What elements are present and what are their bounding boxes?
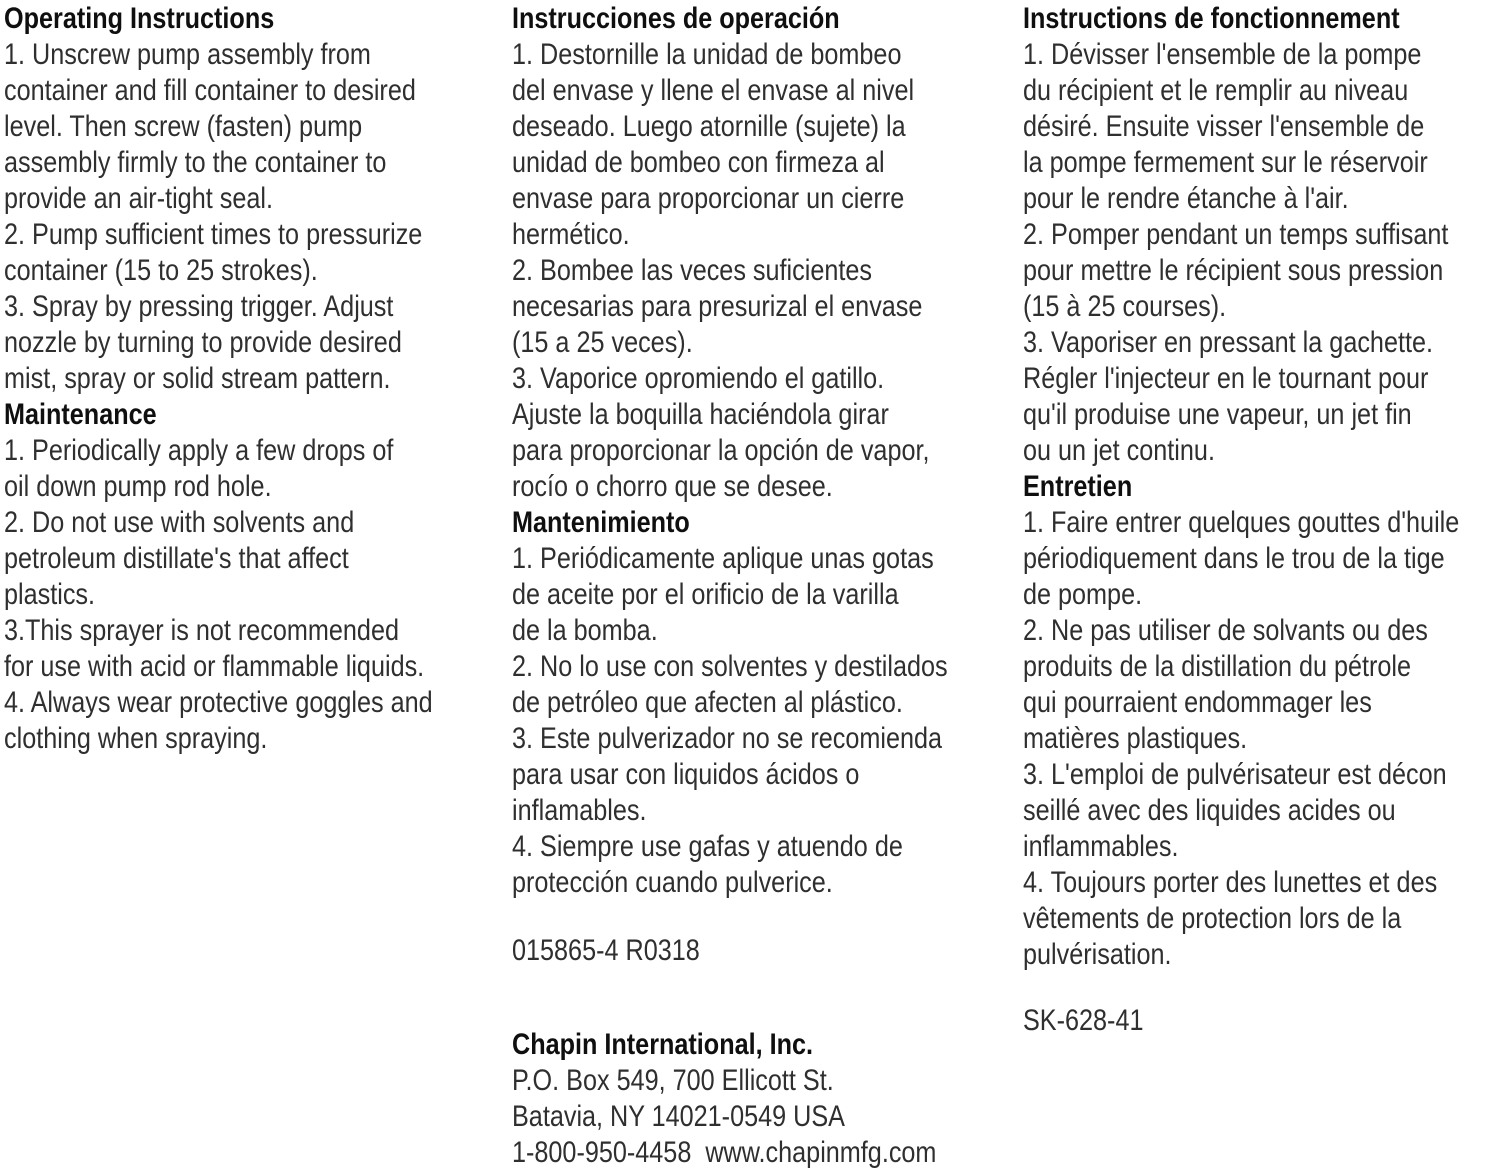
text-line: provide an air-tight seal. bbox=[4, 182, 273, 215]
text-line: (15 a 25 veces). bbox=[512, 326, 693, 359]
text-line: del envase y llene el envase al nivel bbox=[512, 74, 915, 107]
address-line: Batavia, NY 14021-0549 USA bbox=[512, 1100, 845, 1133]
model-number: SK-628-41 bbox=[1023, 1004, 1144, 1037]
text-line: 4. Siempre use gafas y atuendo de bbox=[512, 830, 903, 863]
text-line: unidad de bombeo con firmeza al bbox=[512, 146, 885, 179]
text-line: périodiquement dans le trou de la tige bbox=[1023, 542, 1445, 575]
text-line: necesarias para presurizal el envase bbox=[512, 290, 923, 323]
text-line: nozzle by turning to provide desired bbox=[4, 326, 402, 359]
text-line: mist, spray or solid stream pattern. bbox=[4, 362, 391, 395]
text-line: 1. Periódicamente aplique unas gotas bbox=[512, 542, 934, 575]
text-line: 4. Always wear protective goggles and bbox=[4, 686, 433, 719]
text-line: 3. L'emploi de pulvérisateur est décon bbox=[1023, 758, 1447, 791]
text-line: inflamables. bbox=[512, 794, 647, 827]
column-english bbox=[4, 1, 504, 757]
text-line: 2. Pomper pendant un temps suffisant bbox=[1023, 218, 1449, 251]
text-line: matières plastiques. bbox=[1023, 722, 1248, 755]
text-line: de aceite por el orificio de la varilla bbox=[512, 578, 899, 611]
heading-entretien: Entretien bbox=[1023, 470, 1133, 503]
text-line: for use with acid or flammable liquids. bbox=[4, 650, 425, 683]
text-line: désiré. Ensuite visser l'ensemble de bbox=[1023, 110, 1425, 143]
text-line: hermético. bbox=[512, 218, 630, 251]
text-line: de petróleo que afecten al plástico. bbox=[512, 686, 903, 719]
text-line: plastics. bbox=[4, 578, 96, 611]
text-line: 2. Pump sufficient times to pressurize bbox=[4, 218, 423, 251]
column-french bbox=[1023, 1, 1500, 1039]
text-line: 2. Ne pas utiliser de solvants ou des bbox=[1023, 614, 1428, 647]
text-line: 1. Dévisser l'ensemble de la pompe bbox=[1023, 38, 1422, 71]
heading-mantenimiento: Mantenimiento bbox=[512, 506, 690, 539]
column-spanish bbox=[512, 1, 1017, 1171]
text-line: container (15 to 25 strokes). bbox=[4, 254, 318, 287]
heading-maintenance: Maintenance bbox=[4, 398, 157, 431]
text-line: qui pourraient endommager les bbox=[1023, 686, 1372, 719]
text-line: 4. Toujours porter des lunettes et des bbox=[1023, 866, 1438, 899]
text-line: inflammables. bbox=[1023, 830, 1179, 863]
text-line: 3. Spray by pressing trigger. Adjust bbox=[4, 290, 394, 323]
text-line: petroleum distillate's that affect bbox=[4, 542, 349, 575]
text-line: 3. Este pulverizador no se recomienda bbox=[512, 722, 943, 755]
part-number: 015865-4 R0318 bbox=[512, 934, 700, 967]
text-line: pour le rendre étanche à l'air. bbox=[1023, 182, 1349, 215]
text-line: para usar con liquidos ácidos o bbox=[512, 758, 860, 791]
text-line: produits de la distillation du pétrole bbox=[1023, 650, 1412, 683]
text-line: 1. Unscrew pump assembly from bbox=[4, 38, 371, 71]
text-line: para proporcionar la opción de vapor, bbox=[512, 434, 930, 467]
text-line: clothing when spraying. bbox=[4, 722, 268, 755]
text-line: 3. Vaporiser en pressant la gachette. bbox=[1023, 326, 1433, 359]
text-line: 1. Faire entrer quelques gouttes d'huile bbox=[1023, 506, 1460, 539]
heading-instrucciones-de-operacion: Instrucciones de operación bbox=[512, 2, 840, 35]
heading-instructions-de-fonctionnement: Instructions de fonctionnement bbox=[1023, 2, 1400, 35]
heading-operating-instructions: Operating Instructions bbox=[4, 2, 275, 35]
text-line: ou un jet continu. bbox=[1023, 434, 1215, 467]
text-line: vêtements de protection lors de la bbox=[1023, 902, 1402, 935]
text-line: pulvérisation. bbox=[1023, 938, 1172, 971]
text-line: seillé avec des liquides acides ou bbox=[1023, 794, 1396, 827]
text-line: du récipient et le remplir au niveau bbox=[1023, 74, 1409, 107]
text-line: 2. Bombee las veces suficientes bbox=[512, 254, 872, 287]
text-line: 2. No lo use con solventes y destilados bbox=[512, 650, 948, 683]
text-line: (15 à 25 courses). bbox=[1023, 290, 1227, 323]
text-line: level. Then screw (fasten) pump bbox=[4, 110, 363, 143]
text-line: envase para proporcionar un cierre bbox=[512, 182, 905, 215]
text-line: assembly firmly to the container to bbox=[4, 146, 387, 179]
text-line: Ajuste la boquilla haciéndola girar bbox=[512, 398, 889, 431]
company-name: Chapin International, Inc. bbox=[512, 1028, 814, 1061]
text-line: pour mettre le récipient sous pression bbox=[1023, 254, 1444, 287]
text-line: 2. Do not use with solvents and bbox=[4, 506, 355, 539]
text-line: de la bomba. bbox=[512, 614, 658, 647]
text-line: oil down pump rod hole. bbox=[4, 470, 272, 503]
address-line: P.O. Box 549, 700 Ellicott St. bbox=[512, 1064, 834, 1097]
text-line: 1. Destornille la unidad de bombeo bbox=[512, 38, 902, 71]
text-line: deseado. Luego atornille (sujete) la bbox=[512, 110, 906, 143]
text-line: Régler l'injecteur en le tournant pour bbox=[1023, 362, 1429, 395]
text-line: qu'il produise une vapeur, un jet fin bbox=[1023, 398, 1412, 431]
text-line: protección cuando pulverice. bbox=[512, 866, 833, 899]
text-line: rocío o chorro que se desee. bbox=[512, 470, 833, 503]
text-line: 1. Periodically apply a few drops of bbox=[4, 434, 394, 467]
text-line: la pompe fermement sur le réservoir bbox=[1023, 146, 1428, 179]
text-line: 3.This sprayer is not recommended bbox=[4, 614, 399, 647]
text-line: 3. Vaporice opromiendo el gatillo. bbox=[512, 362, 885, 395]
text-line: container and fill container to desired bbox=[4, 74, 416, 107]
text-line: de pompe. bbox=[1023, 578, 1143, 611]
phone-and-website: 1-800-950-4458 www.chapinmfg.com bbox=[512, 1136, 937, 1169]
